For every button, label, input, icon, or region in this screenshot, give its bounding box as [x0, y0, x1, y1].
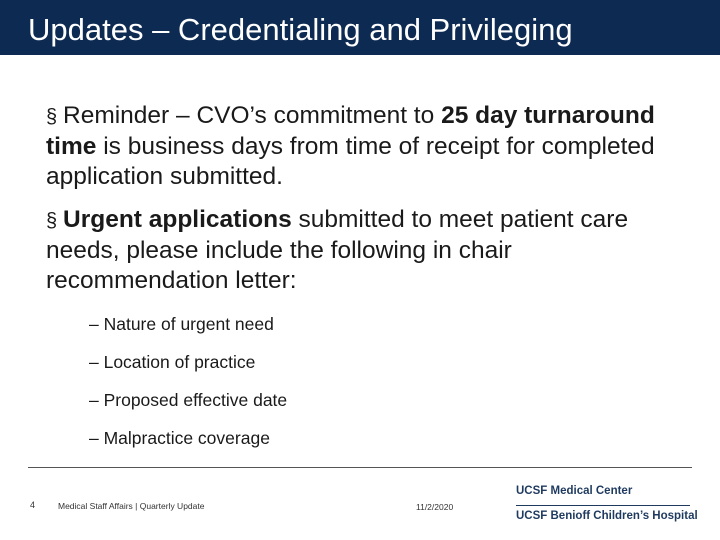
bullet-marker: § [46, 210, 58, 232]
logo-divider [516, 505, 690, 506]
sub-item: – Malpractice coverage [89, 428, 270, 448]
bullet1-text-a: Reminder – CVO’s commitment to [63, 102, 442, 129]
footer-date: 11/2/2020 [416, 502, 454, 512]
bullet1-text-b: is business days from time of receipt for completed application submitted. [46, 133, 655, 190]
footer-divider [28, 467, 692, 468]
bullet-marker: § [46, 106, 58, 128]
bullet-reminder [46, 101, 676, 192]
sub-item: – Location of practice [89, 352, 256, 372]
bullet1-bold: 25 day turnaround time [46, 102, 655, 160]
sub-item: – Proposed effective date [89, 390, 288, 410]
ucsf-medical-center-logo: UCSF Medical Center [516, 485, 633, 497]
page-number: 4 [30, 500, 36, 510]
title-bar [0, 0, 720, 55]
bullet-urgent [46, 205, 676, 296]
footer-text: Medical Staff Affairs | Quarterly Update [58, 501, 205, 511]
bullet2-text: submitted to meet patient care needs, please include the following in chair recommendation letter: [46, 206, 629, 294]
slide-title: Updates – Credentialing and Privileging [28, 12, 573, 47]
ucsf-benioff-childrens-logo: UCSF Benioff Children’s Hospital [516, 510, 698, 522]
bullet2-bold: Urgent applications [63, 206, 292, 233]
sub-item: – Nature of urgent need [89, 314, 274, 334]
